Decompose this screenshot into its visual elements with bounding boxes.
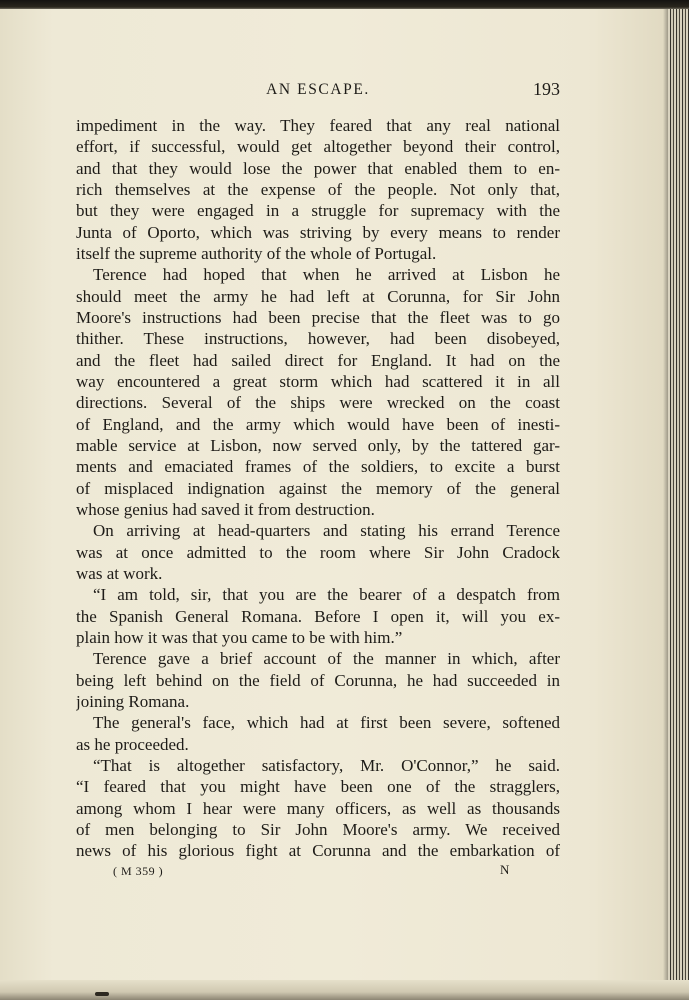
text-line: the Spanish General Romana. Before I open it, will you ex-	[76, 606, 560, 626]
text-line: as he proceeded.	[76, 734, 189, 754]
text-line: joining Romana.	[76, 691, 190, 711]
text-line: ments and emaciated frames of the soldiers, to excite a burst	[76, 457, 560, 477]
text-line: should meet the army he had left at Corunna, for Sir John	[76, 286, 560, 306]
text-line: and the fleet had sailed direct for England. It had on the	[76, 350, 560, 370]
page-edge-stack	[668, 9, 689, 1000]
text-line: Junta of Oporto, which was striving by every means to render	[76, 222, 560, 242]
gathering-mark: N	[500, 862, 510, 877]
text-line: impediment in the way. They feared that any real national	[76, 116, 560, 135]
text-line: of men belonging to Sir John Moore's army. We received	[76, 819, 560, 839]
text-line: Terence had hoped that when he arrived at Lisbon he	[93, 265, 560, 285]
text-line: “I am told, sir, that you are the bearer of a despatch from	[93, 585, 560, 605]
text-line: “I feared that you might have been one of the stragglers,	[76, 777, 560, 797]
text-line: of misplaced indignation against the memory of the general	[76, 478, 560, 498]
running-head-title: AN ESCAPE.	[266, 81, 370, 98]
text-line: whose genius had saved it from destruction.	[76, 499, 375, 519]
text-line: was at once admitted to the room where Sir John Cradock	[76, 542, 560, 562]
text-line: Moore's instructions had been precise that the fleet was to go	[76, 307, 560, 327]
text-line: among whom I hear were many officers, as well as thousands	[76, 798, 560, 818]
text-line: but they were engaged in a struggle for supremacy with the	[76, 201, 560, 221]
page-number: 193	[533, 79, 560, 99]
body-text	[76, 115, 560, 861]
signature-mark: ( M 359 )	[113, 864, 164, 878]
text-line: of England, and the army which would have been of inesti-	[76, 414, 560, 434]
text-line: The general's face, which had at first been severe, softened	[93, 713, 560, 733]
text-line: On arriving at head-quarters and stating his errand Terence	[93, 521, 560, 541]
text-line: Terence gave a brief account of the manner in which, after	[93, 649, 560, 669]
text-line: being left behind on the field of Corunna, he had succeeded in	[76, 670, 560, 690]
text-line: was at work.	[76, 563, 163, 583]
running-head	[76, 80, 560, 104]
text-line: news of his glorious fight at Corunna and the embarkation of	[76, 841, 560, 861]
text-line: way encountered a great storm which had scattered it in all	[76, 371, 560, 391]
text-line: rich themselves at the expense of the people. Not only that,	[76, 179, 560, 199]
text-line: and that they would lose the power that enabled them to en-	[76, 158, 560, 178]
text-line: itself the supreme authority of the whole of Portugal.	[76, 243, 437, 263]
text-line: plain how it was that you came to be with him.”	[76, 627, 403, 647]
text-line: directions. Several of the ships were wrecked on the coast	[76, 393, 560, 413]
text-line: mable service at Lisbon, now served only, by the tattered gar-	[76, 435, 560, 455]
text-line: effort, if successful, would get altogether beyond their control,	[76, 137, 560, 157]
scan-bottom-edge	[0, 980, 689, 1000]
text-line: “That is altogether satisfactory, Mr. O'Connor,” he said.	[93, 755, 560, 775]
ribbon-mark	[95, 992, 109, 996]
text-line: thither. These instructions, however, had been disobeyed,	[76, 329, 560, 349]
